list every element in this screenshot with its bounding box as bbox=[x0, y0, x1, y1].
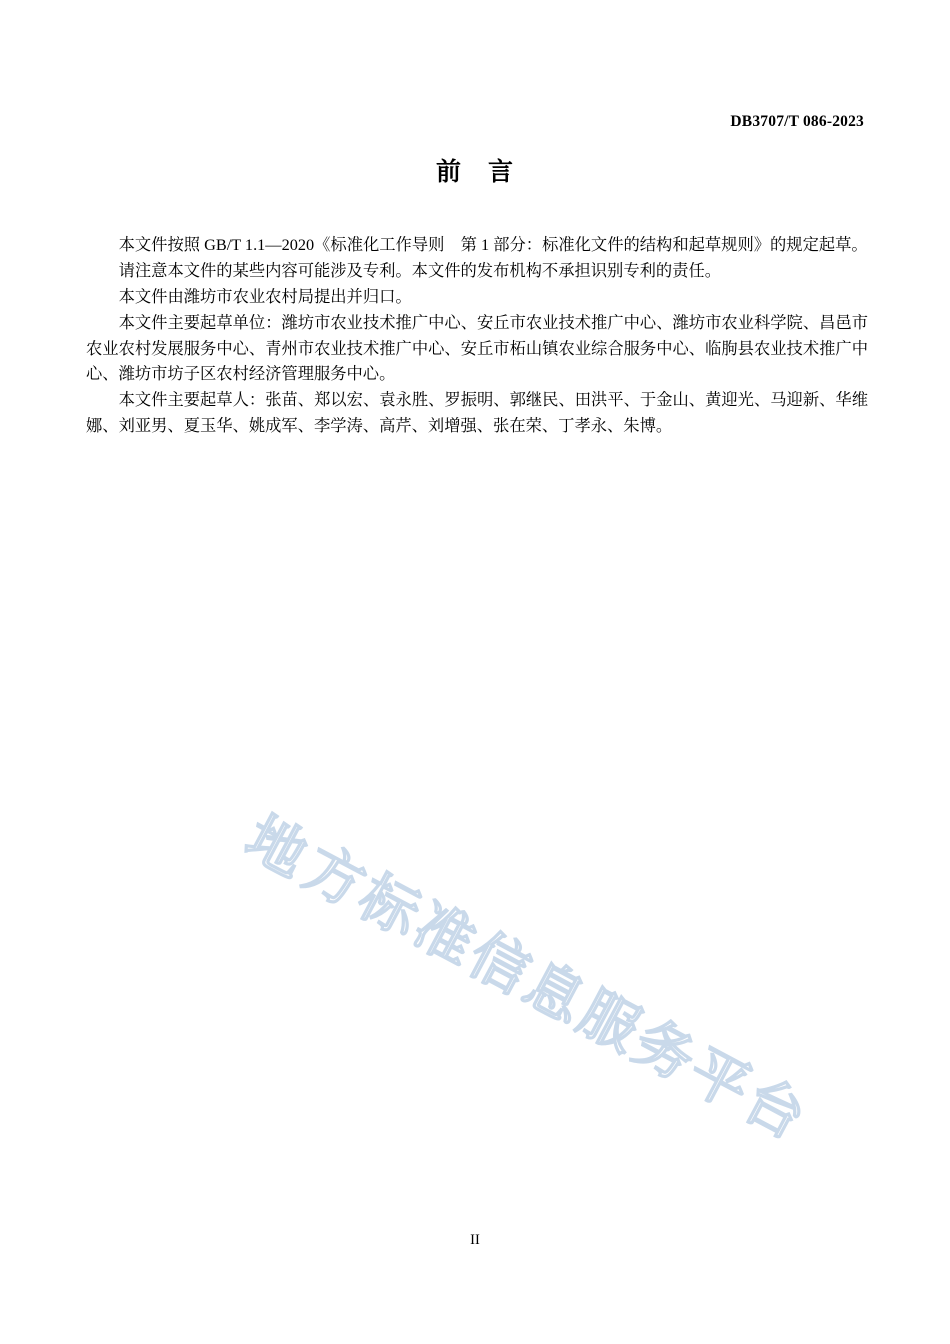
foreword-paragraph-4: 本文件主要起草单位：潍坊市农业技术推广中心、安丘市农业技术推广中心、潍坊市农业科学院、昌邑市农业农村发展服务中心、青州市农业技术推广中心、安丘市柘山镇农业综合服务中心、临朐县农业技术推广中心、潍坊市坊子区农村经济管理服务中心。 bbox=[86, 313, 868, 383]
page-title-char-1: 前 bbox=[435, 159, 462, 186]
foreword-paragraph-2: 请注意本文件的某些内容可能涉及专利。本文件的发布机构不承担识别专利的责任。 bbox=[118, 261, 722, 280]
watermark-char-2: 方 bbox=[293, 834, 376, 920]
foreword-body bbox=[86, 232, 868, 439]
page-title-char-2: 言 bbox=[488, 159, 515, 186]
page-title bbox=[0, 152, 950, 188]
watermark-char-6: 息 bbox=[513, 950, 596, 1036]
watermark-char-4: 准 bbox=[403, 892, 486, 978]
watermark-char-1: 地 bbox=[235, 804, 318, 890]
watermark bbox=[235, 770, 816, 1152]
watermark-char-3: 标 bbox=[348, 863, 431, 949]
watermark-char-7: 服 bbox=[568, 979, 651, 1065]
watermark-char-8: 务 bbox=[623, 1008, 706, 1094]
watermark-char-9: 平 bbox=[678, 1037, 761, 1123]
foreword-paragraph-1: 本文件按照 GB/T 1.1—2020《标准化工作导则 第 1 部分：标准化文件的结构和起草规则》的规定起草。 bbox=[118, 235, 868, 254]
footer-page-number: II bbox=[470, 1232, 480, 1248]
foreword-paragraph-5: 本文件主要起草人：张苗、郑以宏、袁永胜、罗振明、郭继民、田洪平、于金山、黄迎光、马迎新、华维娜、刘亚男、夏玉华、姚成军、李学涛、高芹、刘增强、张在荣、丁孝永、朱博。 bbox=[86, 390, 868, 435]
watermark-char-5: 信 bbox=[458, 921, 541, 1007]
page-header-standard-code: DB3707/T 086-2023 bbox=[730, 113, 864, 130]
watermark-char-10: 台 bbox=[733, 1066, 816, 1152]
foreword-paragraph-3: 本文件由潍坊市农业农村局提出并归口。 bbox=[118, 287, 412, 306]
